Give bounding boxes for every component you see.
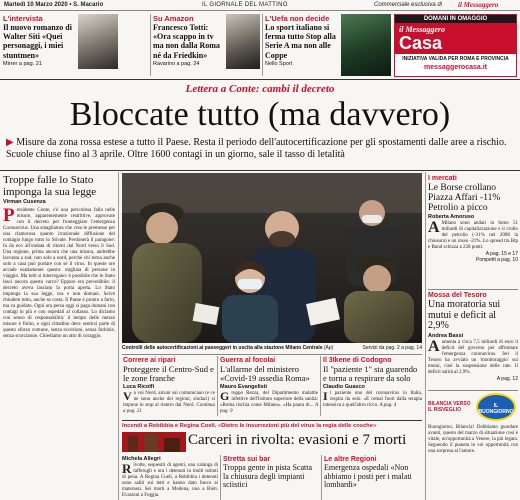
drop-cap: G [220, 389, 230, 403]
horoscope-box[interactable] [428, 393, 518, 500]
treasury-kicker: Mossa del Tesoro [428, 292, 487, 299]
markets-article[interactable] [428, 174, 518, 286]
drop-cap: V [123, 389, 132, 403]
promo-title: Casa [399, 33, 443, 53]
treasury-title: Una moratoria sui mutui e deficit al 2,9% [428, 299, 501, 331]
article-author: Luca Ricolfi [123, 384, 155, 390]
article-body [323, 391, 422, 409]
horoscope-header [428, 393, 518, 423]
prison-photo-graphic [122, 432, 186, 452]
article-author: Claudio Guasco [323, 384, 365, 390]
top-bar [0, 0, 520, 11]
divider [150, 14, 151, 76]
ski-article [223, 455, 319, 500]
headline-summary [6, 137, 514, 161]
article-title: Proteggere il Centro-Sud e le zone franche [123, 364, 214, 383]
editorial-body [3, 205, 115, 340]
rule [428, 390, 518, 391]
article-kicker: Correre ai ripari [123, 357, 176, 364]
prison-article [122, 455, 218, 500]
markets-page: A pag. 15 e 17 [485, 251, 518, 257]
editorial-author: Virman Cusenza [3, 199, 46, 205]
prison-title: Carceri in rivolta: evasioni e 7 morti [188, 432, 407, 448]
article-page: A pag. 9 [220, 403, 318, 414]
police-check-photo [122, 173, 422, 343]
ski-title: Troppa gente in pista Scatta la chiusura degli impianti sciistici [223, 463, 313, 490]
article-title: Il "paziente 1" sta guarendo e torna a respirare da solo [323, 364, 418, 383]
main-photo [122, 173, 422, 343]
teaser-photo-football [341, 14, 391, 76]
horoscope-badge [476, 393, 516, 421]
teaser-kicker: Su Amazon [153, 14, 194, 23]
treasury-body [428, 337, 518, 376]
photo-page-ref: Servizi da pag. 2 a pag. 14 [362, 345, 422, 351]
drop-cap: I [323, 389, 328, 403]
article-text: ruppo Rezza, del Dipartimento malattie infettive dell'Istituto superiore della sanità: «Roma rischia come Milano». «Ha paura di... [220, 391, 318, 408]
divider [262, 14, 263, 76]
article-text: a voi Nord, alcuni sui comunicano (e ce ne sono anche dei regioni, sindaci) si impone lo stop al rientro dal Nord. [123, 391, 215, 408]
teaser-page: Mirrer a pag. 21 [3, 60, 42, 67]
divider [425, 172, 426, 500]
horoscope-text: Buongiorno, Bilancia! Dobbiamo guardare avanti, questo del marzo di situazione così è vitale, un'opportunità a Venere, la più legata. Seguendo il pianeta in voi opportunità con una sorpresa al l'amore. [428, 425, 518, 454]
prison-body [122, 463, 218, 499]
horoscope-kicker: BILANCIA VERSO IL RISVEGLIO [428, 401, 471, 413]
editorial-article[interactable] [3, 174, 115, 500]
horoscope-badge-text: IL BUONGIORNO [478, 403, 514, 415]
markets-title: Le Borse crollano Piazza Affari -11% Petrolio a picco [428, 183, 501, 213]
treasury-text: umenta a circa 7,5 miliardi di euro il deficit del governo per affrontare l'emergenza coronavirus. Ieri il Tesoro ha avviato un 'monitoraggio' sui mutui, cioè la sospensione delle rate. Il deficit salirà al 2,9%. [428, 339, 518, 375]
promo-box[interactable] [394, 14, 517, 77]
drop-cap: R [122, 461, 132, 476]
headline-summary-text: Misure da zona rossa estese a tutto il Paese. Resta il periodo dell'autocertificazione per gli spostamenti dalle aree a rischio. Scuole chiuse fino al 3 aprile. Oltre 1600 contagi in un giorno, sale il tasso di letalità [6, 137, 507, 160]
markets-body [428, 221, 518, 251]
rule [122, 354, 422, 355]
markets-extra: Pompetti a pag. 10 [476, 257, 518, 263]
article-text: l paziente uno del coronavirus in Italia, respira da solo. «E ormai fuori dalla terapia intensiva a quell'altro ricco. [323, 391, 422, 408]
prison-text: ivolte, sequestri di agenti, una valanga di tafferugli e ora i detenuti in molti istituti di pena. A Regina Coeli, a Rebibbia i detenuti sono saliti sui tetti e hanno dato fuoco ai materassi. Sei morti a Modena, uno a Rieti. Evasioni a Foggia. [122, 463, 218, 498]
article-author: Mauro Evangelisti [220, 384, 268, 390]
teaser-page: Nello Sport [265, 60, 293, 67]
teaser-text: Il nuovo romanzo di Walter Siti «Quei personaggi, i miei stuntmen» [3, 23, 72, 60]
bullet-icon: ▶ [6, 137, 14, 148]
rule [122, 420, 422, 421]
article-page: Continua a pag. 21 [123, 403, 215, 414]
article-kicker: Guerra al focolai [220, 357, 276, 364]
article-paziente-uno[interactable] [323, 356, 422, 418]
markets-kicker: I mercati [428, 175, 457, 182]
ski-kicker: Stretta sui bar [223, 456, 271, 463]
editorial-text: residente Conte, c'è una pericolosa falla nelle misure, apparentemente restrittive, approvate con il decreto per fronteggiare l'emergenza Coronavirus. Una smagliatura che crea le premesse per una clamorosa quanto irrazionale diffusione del contagio lungo tutto lo Stivale. Perdonerà il paragone: fa da eco all'ondata di ritorni dal Nord verso il Sud. Una regione, prima ancora che una misura, andrebbe lavorata a sud, non solo a nord, perché chi torna anche solo a casa può portare con sé il virus. In queste ore accade esattamente questo: migliaia di persone in viaggio. Ma tutti si interrogano: è possibile che lo Stato lasci ancora questo varco? Eppure era prevedibile: il decreto aveva lasciato la porta aperta. Lo Stato imponga la sua legge, ora e non domani. Serve chiudere tutto, anche se costa. Il Paese è pronto a farlo, ma va guidato. Ogni ora persa oggi si paga domani con contagi in più e con ospedali al collasso. Lo diciamo con senso di responsabilità: il tempo delle mezze misure è finito, e ogni cittadino deve sentirsi parte di questo sforzo comune, senza eccezioni, senza furbizie, senza scorciatoie. Chiediamo un atto di coraggio. [3, 208, 115, 339]
promo-url: messaggerocasa.it [423, 63, 488, 71]
treasury-author: Andrea Bassi [428, 332, 464, 339]
prison-kicker-text: Incendi a Rebibbia e Regina Coeli. «Dietro le insurrezioni più del virus la regia delle cosche» [122, 423, 377, 429]
teaser-photo-totti [226, 14, 260, 69]
photo-caption: Controlli delle autocertificazioni ai passeggeri in uscita alla stazione Milano Centrale [122, 345, 323, 351]
article-page: A pag. 4 [379, 403, 397, 408]
prison-author: Michela Allegri [122, 456, 161, 462]
divider [217, 356, 218, 416]
partner-name: IL GIORNALE DEL MATTINO [202, 2, 288, 8]
divider [320, 356, 321, 416]
photo-credit: (Ap) [323, 345, 334, 351]
teaser-photo-siti [78, 14, 118, 69]
photo-caption-row [122, 344, 422, 352]
drop-cap: A [428, 219, 440, 236]
divider [321, 455, 322, 500]
brand-mini: il Messaggero [458, 1, 499, 9]
prison-body-row[interactable] [122, 455, 422, 500]
combined-sale-note: Commerciale esclusiva di [374, 2, 443, 8]
drop-cap: P [3, 205, 15, 226]
prison-photo [122, 432, 186, 452]
article-centro-sud[interactable] [123, 356, 215, 418]
divider [118, 172, 119, 500]
main-headline: Bloccate tutto (ma davvero) [69, 96, 451, 133]
teaser-text: Francesco Totti: «Ora scappo in tv ma non dalla Roma né da Friedkin» [153, 23, 220, 60]
treasury-page: A pag. 12 [496, 375, 518, 382]
rule [0, 79, 520, 80]
treasury-article[interactable] [428, 291, 518, 387]
teaser-kicker: L'intervista [3, 14, 43, 23]
editorial-title: Troppe falle lo Stato imponga la sua legge [3, 174, 97, 198]
teaser-kicker: L'Uefa non decide [265, 14, 330, 23]
promo-desc: INIZIATIVA VALIDA PER ROMA E PROVINCIA [402, 56, 509, 62]
teaser-uefa[interactable] [265, 14, 339, 76]
headline-kicker: Lettera a Conte: cambi il decreto [185, 83, 335, 95]
divider [220, 455, 221, 500]
markets-author: Roberta Amoruso [428, 214, 475, 220]
article-kicker: Il 3Ikene di Codogno [323, 357, 392, 364]
promo-banner [395, 23, 516, 54]
promo-top: DOMANI IN OMAGGIO [395, 15, 516, 23]
article-roma-allarme[interactable] [220, 356, 318, 418]
article-title: L'allarme del ministero «Covid-19 assedia Roma» [220, 364, 310, 383]
rule [428, 289, 518, 290]
promo-brand: il Messaggero [399, 25, 445, 34]
regions-kicker: Le altre Regioni [324, 456, 377, 463]
article-body [220, 391, 318, 415]
article-body [123, 391, 215, 415]
drop-cap: A [428, 337, 440, 355]
teaser-interview[interactable] [3, 14, 75, 76]
teaser-page: Ravarino a pag. 24 [153, 60, 200, 67]
rule [0, 170, 520, 171]
regions-article [324, 455, 422, 500]
regions-title: Emergenza ospedali «Non abbiamo i posti per i malati lombardi» [324, 463, 412, 490]
teaser-totti[interactable] [153, 14, 225, 76]
issue-date: Martedì 10 Marzo 2020 • S. Macario [4, 2, 104, 8]
teaser-text: Lo sport italiano si ferma tutto Stop alla Serie A ma non alle Coppe [265, 23, 336, 60]
markets-text: Milano sono andati in fumo 51 miliardi di capitalizzazione e il crollo del petrolio (-31% nel 2008 la chiusura) e un rosso -21%. Lo spread tra Btp e Bund schizza a 228 punti. [428, 221, 518, 250]
